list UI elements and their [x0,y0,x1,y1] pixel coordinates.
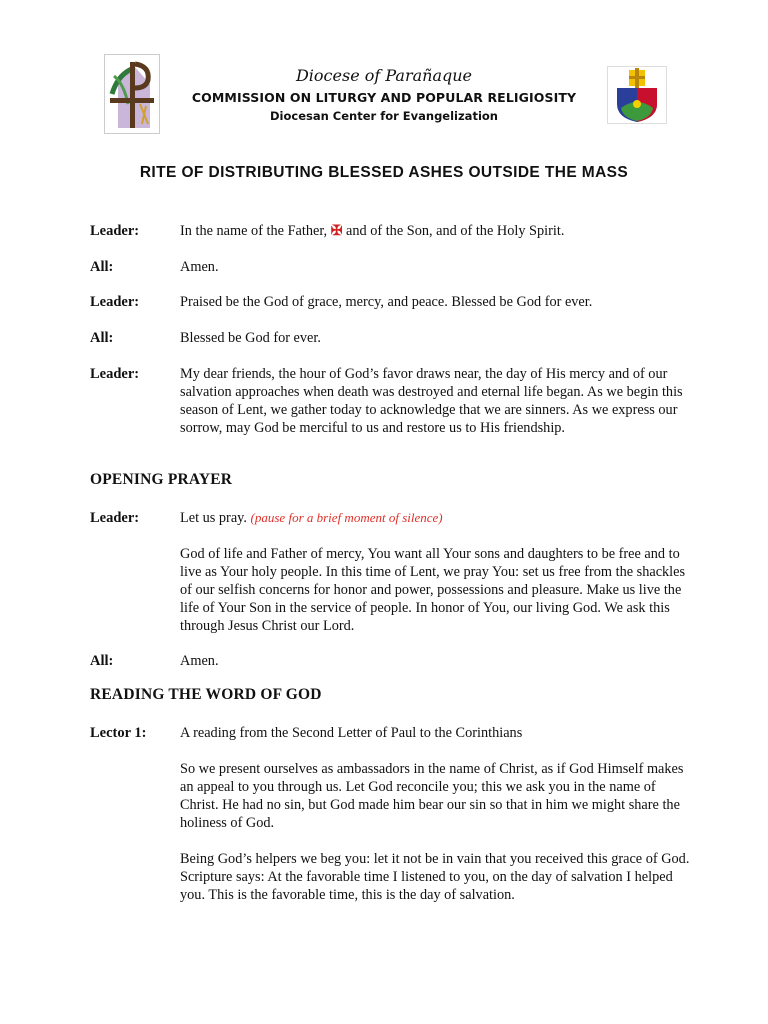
speaker-label: Leader: [90,223,140,239]
diocese-logo-icon [104,54,160,134]
section-heading-opening-prayer: OPENING PRAYER [90,471,233,488]
coat-of-arms-icon [607,66,667,124]
speaker-label: All: [90,653,114,669]
diocese-name: Diocese of Parañaque [295,66,473,85]
line-text: Amen. [180,653,219,669]
speaker-label: Leader: [90,294,140,310]
cross-icon: ✠ [330,224,343,239]
center-name: Diocesan Center for Evangelization [270,109,498,123]
line-text: A reading from the Second Letter of Paul to the Corinthians [180,725,523,741]
commission-name: COMMISSION ON LITURGY AND POPULAR RELIGIOSITY [191,90,577,105]
line-text: My dear friends, the hour of God’s favor draws near, the day of His mercy and of our salvation approaches when death was destroyed and eternal life began. As we begin this season of Lent, we gather today to acknowledge that we are sinners. As we express our sorrow, may God be merciful to us and restore us to His friendship. [180,366,683,436]
speaker-label: Leader: [90,366,140,382]
speaker-label: All: [90,330,114,346]
page-title: RITE OF DISTRIBUTING BLESSED ASHES OUTSIDE THE MASS [139,164,629,181]
line-text: Amen. [180,259,219,275]
rubric-note: (pause for a brief moment of silence) [250,510,443,525]
speaker-label: Leader: [90,510,140,526]
reading-text: Being God’s helpers we beg you: let it not be in vain that you received this grace of God. Scripture says: At the favorable time I listened to you, on the day of salvation I helped you. This is the favorable time, this is the day of salvation. [180,851,690,903]
line-text: Praised be the God of grace, mercy, and peace. Blessed be God for ever. [180,294,593,310]
line-text: Let us pray. (pause for a brief moment of silence) [180,510,443,526]
reading-text: So we present ourselves as ambassadors in the name of Christ, as if God Himself makes an appeal to you through us. Let God reconcile you; this we ask you in the name of Christ. He had no sin, but God made him bear our sin so that in him we might share the holiness of God. [180,761,684,831]
line-text: In the name of the Father, ✠ and of the Son, and of the Holy Spirit. [180,223,565,239]
prayer-text: God of life and Father of mercy, You want all Your sons and daughters to be free and to live as Your holy people. In this time of Lent, we pray You: set us free from the shackles of our selfish concerns for honor and power, possessions and pleasure. Make us live the life of Your Son in the service of people. In honor of You, our living God. We ask this through Jesus Christ our Lord. [180,546,686,634]
speaker-label: Lector 1: [90,725,147,741]
line-text: Blessed be God for ever. [180,330,321,346]
letterhead [0,0,768,140]
speaker-label: All: [90,259,114,275]
section-heading-reading: READING THE WORD OF GOD [90,686,322,703]
